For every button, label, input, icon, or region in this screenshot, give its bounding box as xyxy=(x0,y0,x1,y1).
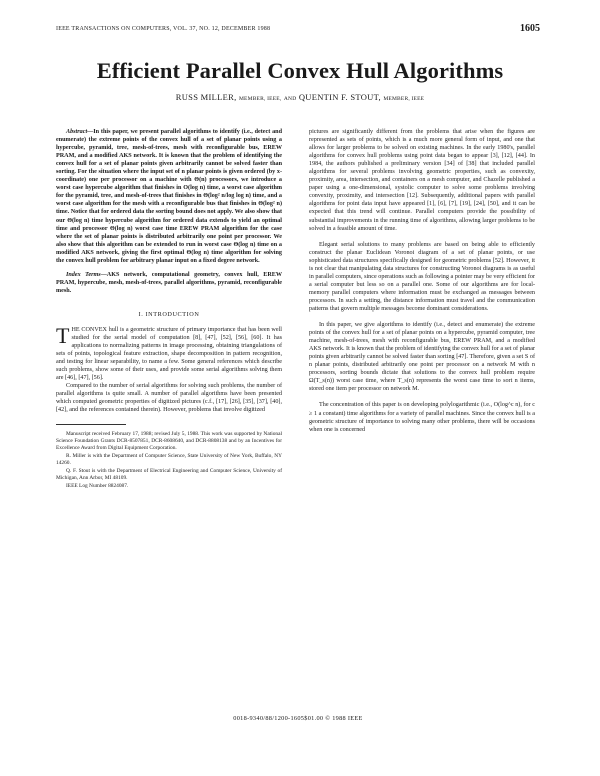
paper-title: Efficient Parallel Convex Hull Algorithms xyxy=(96,58,504,83)
footnote-rule xyxy=(56,424,126,425)
index-terms xyxy=(56,271,282,295)
author-2-title: MEMBER, IEEE xyxy=(383,96,425,102)
body-paragraph: The concentration of this paper is on developing polylogarithmic (i.e., O(log^c n), for c ≥ 1 a constant) time algorithms for a variety of parallel machines. Since the convex hull is a geometric structure of importance to solving many other problems, there will be occasions when one is concerned xyxy=(309,402,535,433)
index-terms-lead: Index Terms xyxy=(66,271,101,278)
body-paragraph: In this paper, we give algorithms to identify (i.e., detect and enumerate) the extreme points of the convex hull for a set of planar points on a hypercube, pyramid computer, tree machine, mesh-of-trees, mesh with reconfigurable bus, EREW PRAM, and a modified AKS network. It is known that the problem of identifying the convex hull for a set of planar points given arbitrarily cannot be solved faster than sorting [47]. Therefore, given a set S of n planar points, distributed arbitrarily one point per processor on a network M with n processors, sorting bounds dictate that solutions to the convex hull problem require Ω(T_s(n)) worst case time, where T_s(n) represents the worst case time to sort n items, stored one item per processor on network M. xyxy=(309,322,535,393)
abstract xyxy=(56,128,282,265)
author-1-title: MEMBER, IEEE, xyxy=(238,96,282,102)
copyright-line: 0018-9340/88/1200-1605$01.00 © 1988 IEEE xyxy=(233,715,363,722)
footnote-manuscript: Manuscript received February 17, 1988; revised July 5, 1988. This work was supported by National Science Foundation Grants DCR-8507851, DCR-8608640, and DCR-8808138 and by an Incentives for Excellence Award from Digital Equipment Corporation. xyxy=(56,431,282,452)
abstract-text: —In this paper, we present parallel algorithms to identify (i.e., detect and enumerate) the extreme points of the convex hull of a set of planar points using a hypercube, pyramid, tree, mesh-of-trees, mesh with reconfigurable bus, EREW PRAM, and a modified AKS network. It is known that the problem of identifying the convex hull for a set of planar points given arbitrarily cannot be solved faster than sorting. For the situation where the input set of n planar points is given ordered (by x-coordinate) one per processor on a machine with Θ(n) processors, we introduce a worst case hypercube algorithm that finishes in O(log n) time, a worst case algorithm for the pyramid, tree, and mesh-of-trees that finishes in Θ(log² n/log log n) time, and a worst case algorithm for the mesh with a reconfigurable bus that finishes in Θ(log² n) time. Notice that for ordered data the sorting bound does not apply. We also show that our Θ(log n) time hypercube algorithm for ordered data extends to yield an optimal time and processor Θ(log n) worst case time EREW PRAM algorithm for the case where the set of planar points is distributed arbitrarily one point per processor. We also show that this algorithm can be extended to run in worst case Θ(log n) time on a modified AKS network, giving the first optimal Θ(log n) time algorithm for solving the convex hull problem for arbitrary planar input on a fixed degree network. xyxy=(56,129,282,264)
intro-paragraph-1 xyxy=(56,322,282,382)
drop-cap: T xyxy=(56,322,70,348)
running-header xyxy=(56,23,540,38)
footnote-stout: Q. F. Stout is with the Department of Electrical Engineering and Computer Science, University of Michigan, Ann Arbor, MI 48109. xyxy=(56,468,282,482)
abstract-lead: Abstract xyxy=(66,129,88,135)
left-column xyxy=(56,128,282,490)
intro-paragraph-2: Compared to the number of serial algorithms for solving such problems, the number of parallel algorithms is quite small. A number of parallel algorithms have been presented which computed geometric properties of digitized pictures (c.f., [17], [26], [35], [37], [40], [42], and the references contained therein). However, problems that involve digitized xyxy=(56,383,282,414)
index-terms-text: —AKS network, computational geometry, convex hull, EREW PRAM, hypercube, mesh, mesh-of-trees, parallel algorithms, pyramid, reconfigurable mesh. xyxy=(56,271,282,294)
footnote-miller: R. Miller is with the Department of Computer Science, State University of New York, Buffalo, NY 14260. xyxy=(56,453,282,467)
author-1-name: RUSS MILLER, xyxy=(175,92,237,102)
author-conjunction: AND xyxy=(283,96,297,102)
footnote-log-number: IEEE Log Number 8824087. xyxy=(66,483,129,490)
body-paragraph: pictures are significantly different from the problems that arise when the figures are represented as sets of points, which is a much more general form of input, and one that allows for larger problems to be solved on existing machines. In the early 1980's, parallel algorithms for convex hull problems using point data began to appear [3], [12], [44]. In 1984, the authors published a preliminary version [34] of [38] that included parallel algorithms for several problems involving geometric properties, such as convexity, proximity, area, intersection, and containers on a mesh computer, and Chazelle published a paper using a one-dimensional, systolic computer to solve some problems involving convexity, proximity, and intersection [12]. Subsequently, additional papers with parallel algorithms for point data input have appeared [1], [6], [7], [19], [24], [50], and it can be expected that this trend will continue. Parallel computers provide the possibility of substantial improvements in the running time of algorithms, allowing larger problems to be solved in a feasible amount of time. xyxy=(309,129,535,232)
journal-citation: IEEE TRANSACTIONS ON COMPUTERS, VOL. 37, NO. 12, DECEMBER 1988 xyxy=(56,26,271,32)
author-2-name: QUENTIN F. STOUT, xyxy=(298,92,381,102)
author-line xyxy=(40,92,560,102)
body-paragraph: Elegant serial solutions to many problems are based on being able to efficiently construct the planar Euclidean Voronoi diagram of a set of planar points, or use sophisticated data structures specifically designed for geometric problems [52]. However, it is not clear that manipulating data structures for constructing Voronoi diagrams is as useful in parallel computers, since operations such as following a pointer may be very efficient for a serial computer but less so on a parallel one. Some of our algorithms are for local-memory parallel computers where information must be exchanged as messages between processors. In such a setting, the distance information must travel and the communication patterns that govern multiple messages become dominant considerations. xyxy=(309,241,535,312)
right-column xyxy=(309,128,535,434)
intro-paragraph-1-text: HE CONVEX hull is a geometric structure of primary importance that has been well studied for the serial model of computation [8], [47], [52], [56], [60]. It has applications to normalizing patterns in image processing, obtaining triangulations of sets of points, topological feature extraction, shape decomposition in pattern recognition, and testing for linear separability, to name a few. Some general references which describe such problems, show some of their uses, and provide some serial algorithms solving them are [46], [47], [56]. xyxy=(56,326,282,382)
page-number: 1605 xyxy=(520,23,540,34)
section-heading: I. INTRODUCTION xyxy=(138,310,200,318)
